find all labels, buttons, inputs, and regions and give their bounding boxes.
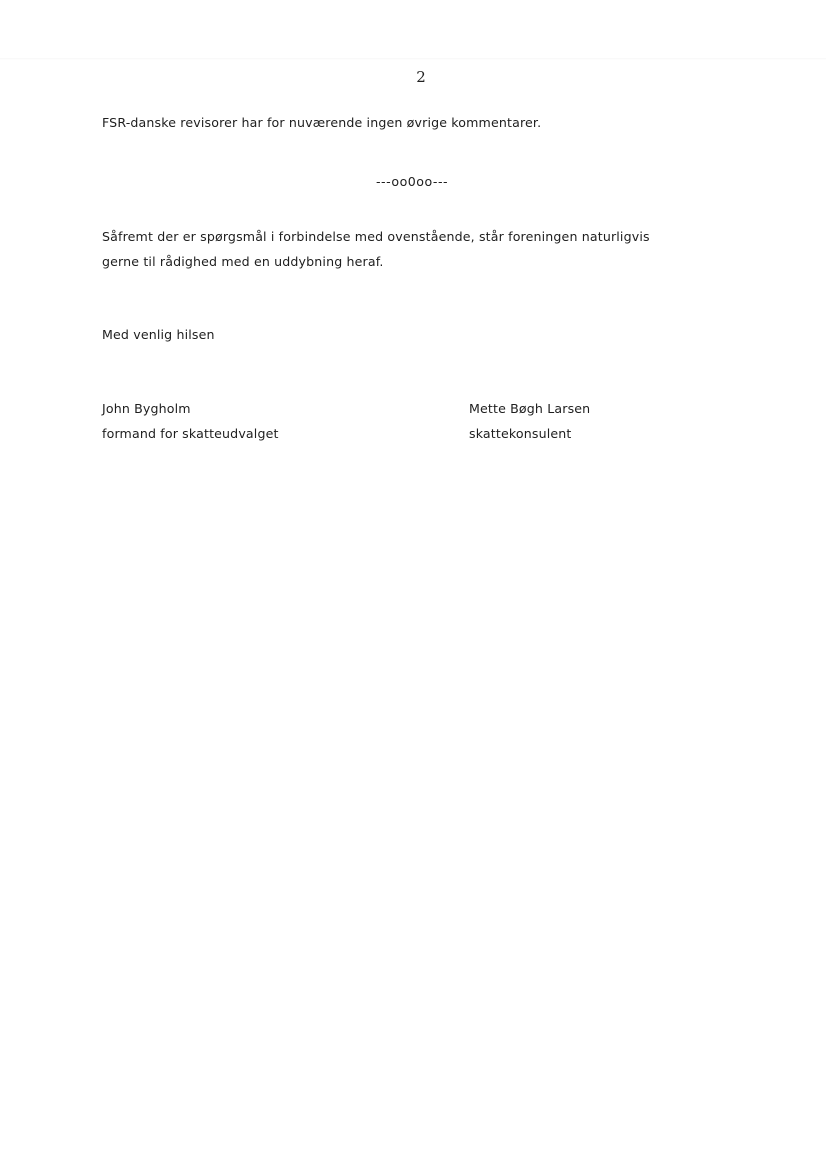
signatory-name-left: John Bygholm	[102, 401, 191, 416]
page-number: 2	[416, 68, 426, 86]
signatory-title-left: formand for skatteudvalget	[102, 426, 279, 441]
signatory-title-right: skattekonsulent	[469, 426, 572, 441]
comment-paragraph: FSR-danske revisorer har for nuværende ingen øvrige kommentarer.	[102, 115, 542, 130]
scan-edge	[0, 58, 826, 60]
closing-paragraph-line-1: Såfremt der er spørgsmål i forbindelse med ovenstående, står foreningen naturligvis	[102, 229, 650, 244]
closing-paragraph-line-2: gerne til rådighed med en uddybning heraf.	[102, 254, 384, 269]
section-divider: ---oo0oo---	[376, 174, 449, 189]
closing-greeting: Med venlig hilsen	[102, 327, 215, 342]
signatory-name-right: Mette Bøgh Larsen	[469, 401, 591, 416]
